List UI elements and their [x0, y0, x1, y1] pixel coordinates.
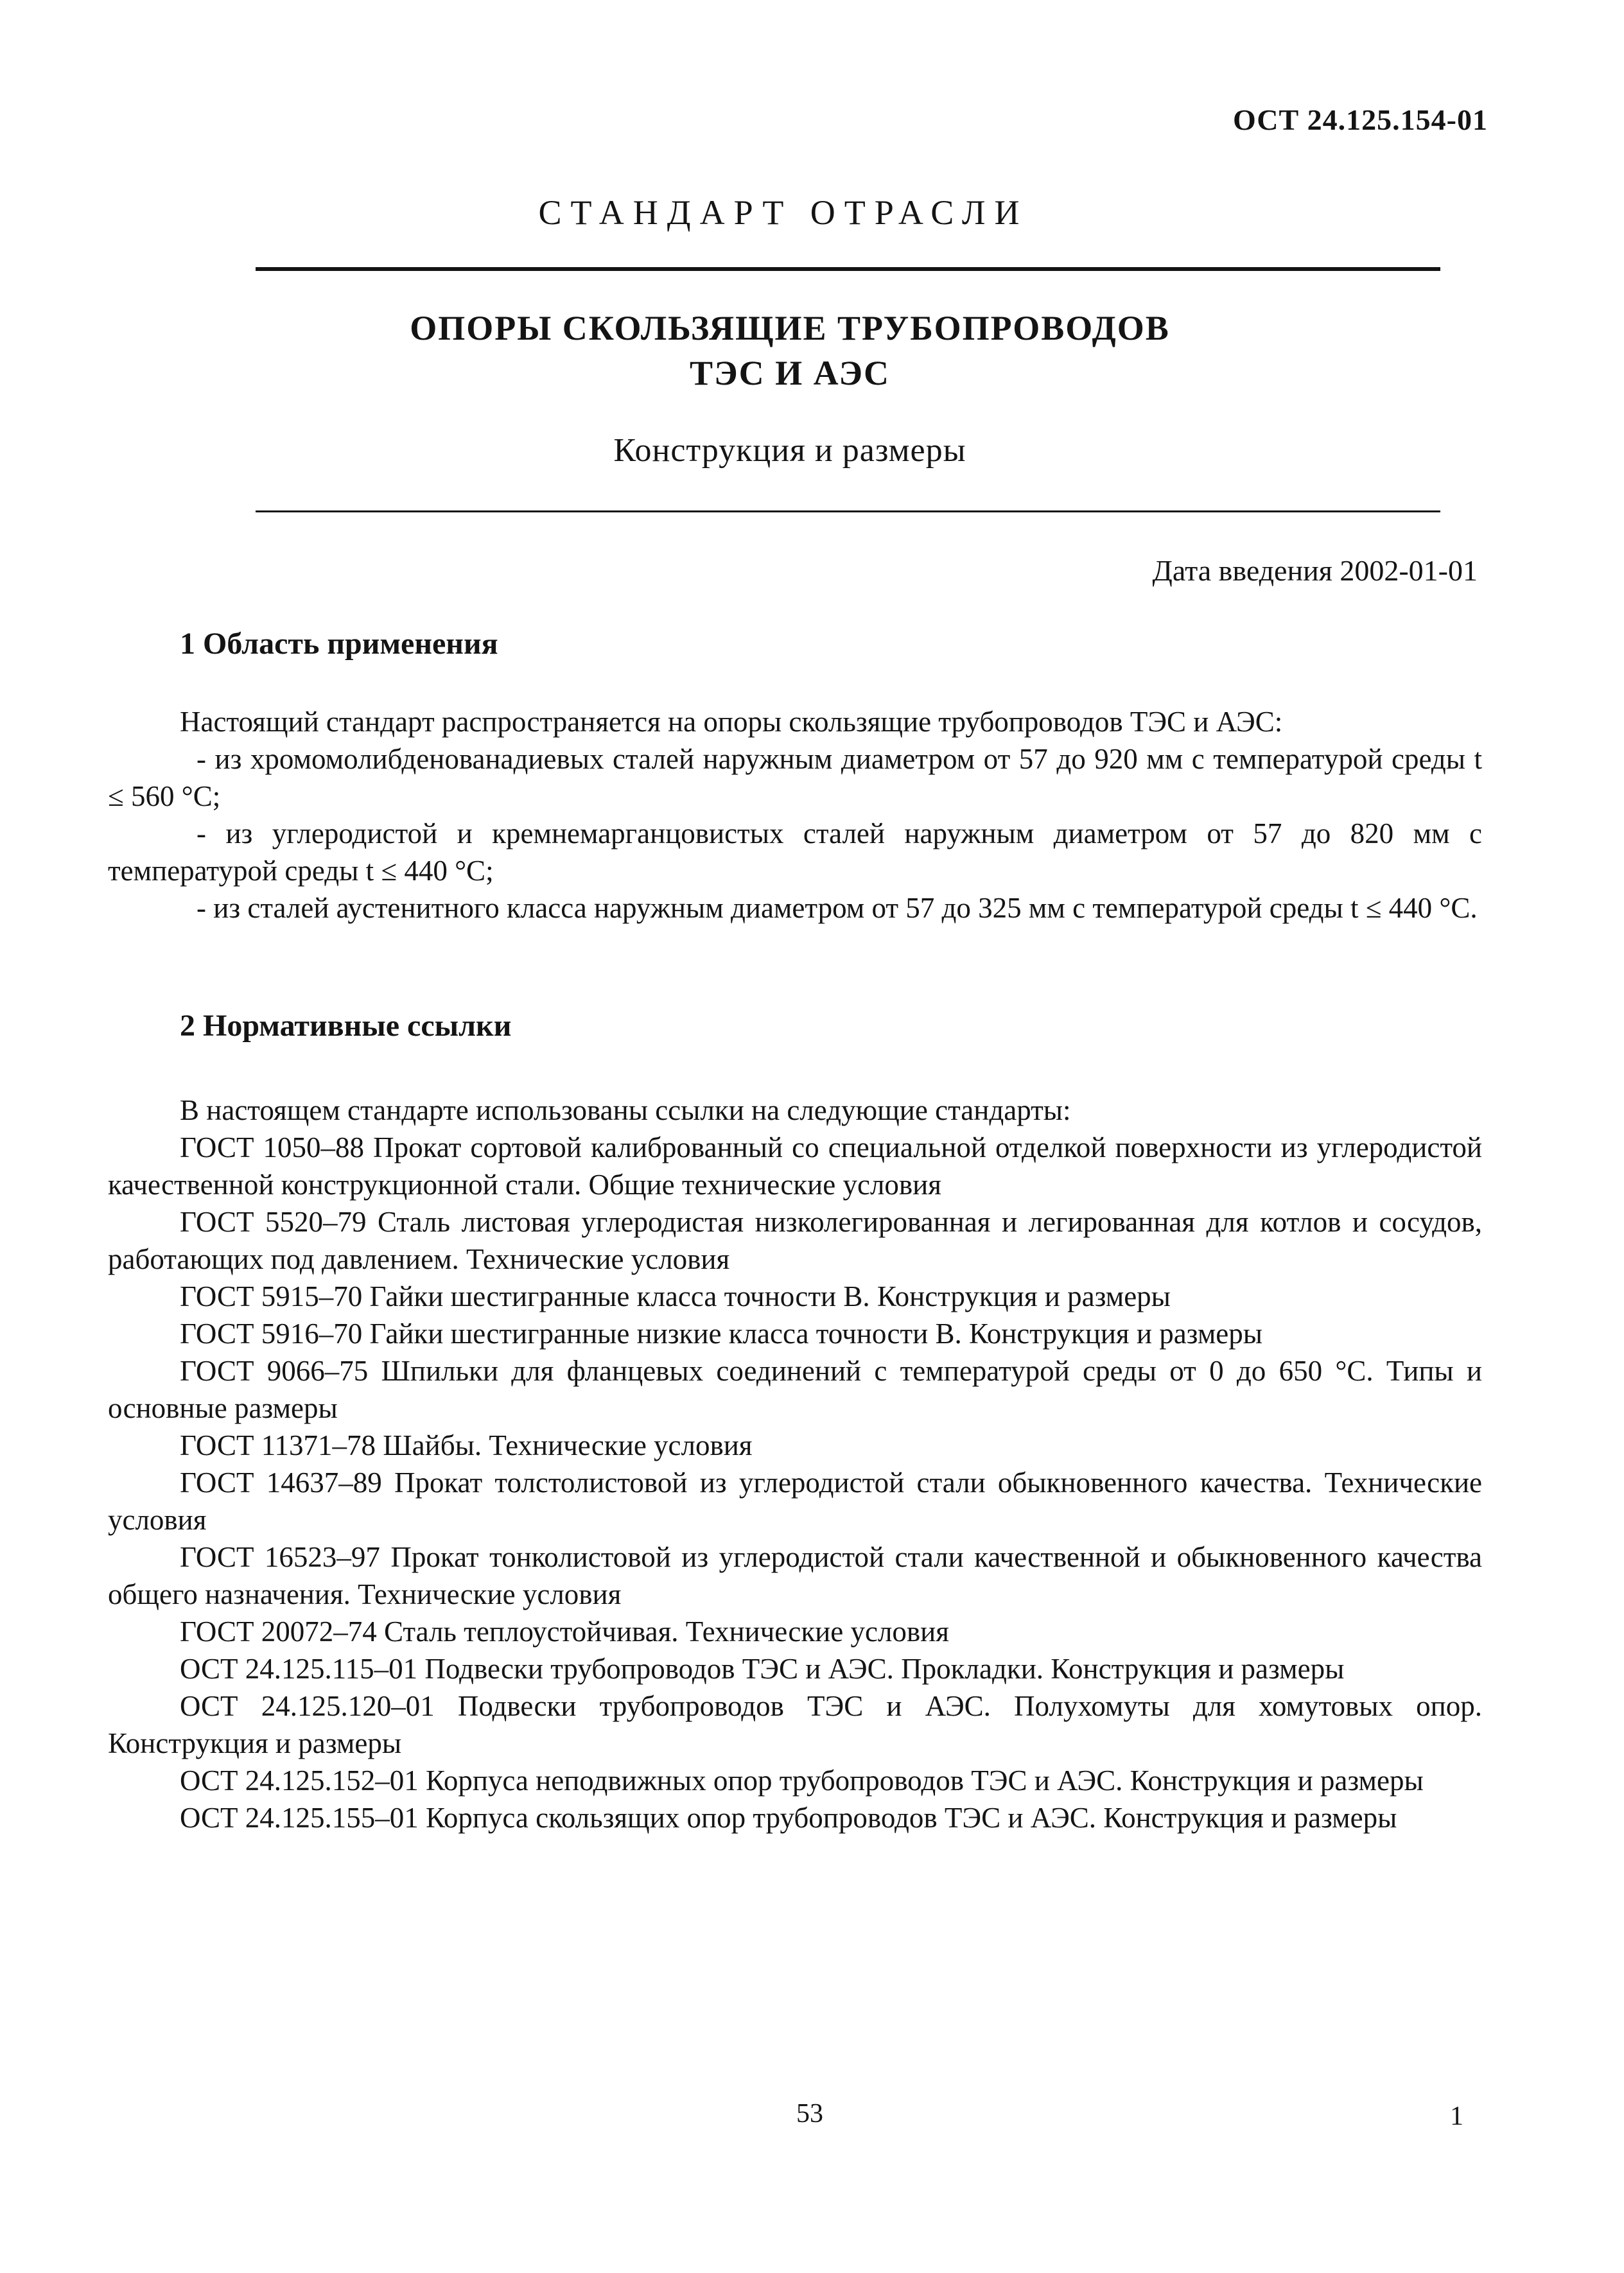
normative-reference: ОСТ 24.125.120–01 Подвески трубопроводов ТЭС и АЭС. Полухомуты для хомутовых опор. Конструкция и размеры: [108, 1690, 1482, 1759]
section-2-heading: 2 Нормативные ссылки: [180, 1009, 512, 1043]
normative-reference: ГОСТ 5915–70 Гайки шестигранные класса точности В. Конструкция и размеры: [180, 1280, 1171, 1312]
normative-reference: ГОСТ 16523–97 Прокат тонколистовой из углеродистой стали качественной и обыкновенного качества общего назначения. Технические условия: [108, 1541, 1482, 1610]
document-code: ОСТ 24.125.154-01: [1232, 103, 1488, 136]
page-number: 53: [796, 2099, 823, 2129]
scope-item: - из сталей аустенитного класса наружным диаметром от 57 до 325 мм с температурой среды t ≤ 440 °С.: [196, 892, 1478, 924]
normative-reference: ОСТ 24.125.155–01 Корпуса скользящих опор трубопроводов ТЭС и АЭС. Конструкция и размеры: [180, 1802, 1397, 1834]
normative-reference: ГОСТ 1050–88 Прокат сортовой калиброванный со специальной отделкой поверхности из углеродистой качественной конструкционной стали. Общие технические условия: [108, 1131, 1482, 1201]
normative-reference: ГОСТ 5520–79 Сталь листовая углеродистая низколегированная и легированная для котлов и сосудов, работающих под давлением. Технические условия: [108, 1206, 1482, 1275]
document-subtitle: Конструкция и размеры: [613, 432, 966, 469]
section-1-intro: Настоящий стандарт распространяется на опоры скользящие трубопроводов ТЭС и АЭС:: [180, 706, 1283, 738]
section-1-body: [108, 703, 1482, 927]
standard-type-heading: СТАНДАРТ ОТРАСЛИ: [538, 193, 1029, 232]
normative-reference: ОСТ 24.125.115–01 Подвески трубопроводов ТЭС и АЭС. Прокладки. Конструкция и размеры: [180, 1653, 1345, 1685]
normative-reference: ГОСТ 5916–70 Гайки шестигранные низкие класса точности В. Конструкция и размеры: [180, 1318, 1263, 1350]
header-rule-thin: [256, 510, 1440, 512]
header-rule-thick: [256, 267, 1440, 271]
normative-reference: ОСТ 24.125.152–01 Корпуса неподвижных опор трубопроводов ТЭС и АЭС. Конструкция и размеры: [180, 1764, 1424, 1797]
normative-reference: ГОСТ 14637–89 Прокат толстолистовой из углеродистой стали обыкновенного качества. Технические условия: [108, 1467, 1482, 1536]
document-title-line2: ТЭС И АЭС: [690, 354, 890, 392]
section-2-body: [108, 1092, 1482, 1836]
normative-reference: ГОСТ 9066–75 Шпильки для фланцевых соединений с температурой среды от 0 до 650 °С. Типы и основные размеры: [108, 1355, 1482, 1424]
scope-item: - из углеродистой и кремнемарганцовистых сталей наружным диаметром от 57 до 820 мм с температурой среды t ≤ 440 °С;: [108, 817, 1482, 887]
normative-reference: ГОСТ 20072–74 Сталь теплоустойчивая. Технические условия: [180, 1615, 949, 1648]
document-title-line1: ОПОРЫ СКОЛЬЗЯЩИЕ ТРУБОПРОВОДОВ: [410, 309, 1170, 347]
scope-item: - из хромомолибденованадиевых сталей наружным диаметром от 57 до 920 мм с температурой среды t ≤ 560 °С;: [108, 743, 1482, 812]
introduction-date: Дата введения 2002-01-01: [1152, 554, 1478, 587]
section-1-heading: 1 Область применения: [180, 627, 498, 661]
normative-reference: ГОСТ 11371–78 Шайбы. Технические условия: [180, 1429, 753, 1461]
sheet-number: 1: [1450, 2102, 1463, 2131]
section-2-intro: В настоящем стандарте использованы ссылки на следующие стандарты:: [180, 1094, 1071, 1126]
